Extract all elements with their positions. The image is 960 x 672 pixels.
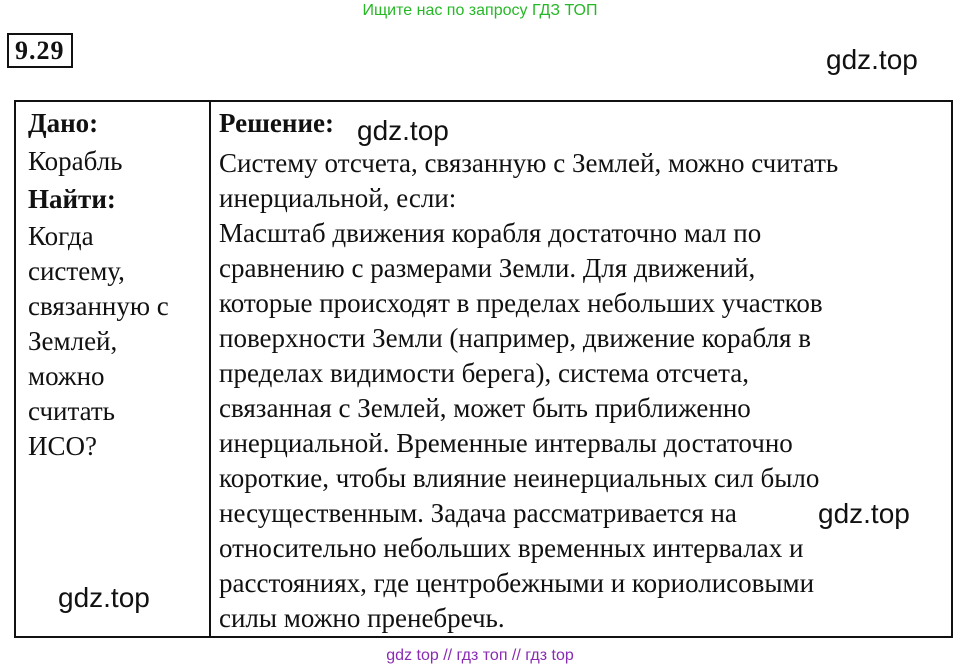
solution-line: инерциальной. Временные интервалы достаточно bbox=[219, 428, 793, 458]
task-table bbox=[14, 100, 953, 638]
given-value: Корабль bbox=[28, 146, 123, 176]
bottom-banner: gdz top // гдз топ // гдз top bbox=[386, 647, 574, 664]
solution-line: инерциальной, если: bbox=[219, 183, 457, 213]
solution-line: Систему отсчета, связанную с Землей, можно считать bbox=[219, 148, 839, 178]
solution-column bbox=[211, 102, 951, 636]
watermark: gdz.top bbox=[826, 44, 918, 75]
solution-line: Масштаб движения корабля достаточно мал по bbox=[219, 218, 762, 248]
watermark: gdz.top bbox=[357, 115, 449, 146]
find-line: систему, bbox=[28, 256, 125, 286]
solution-line: расстояниях, где центробежными и кориолисовыми bbox=[219, 568, 815, 598]
find-line: можно bbox=[28, 361, 105, 391]
solution-text bbox=[219, 146, 951, 636]
solution-line: силы можно пренебречь. bbox=[219, 603, 505, 633]
problem-number: 9.29 bbox=[7, 33, 73, 68]
watermark: gdz.top bbox=[818, 498, 910, 529]
find-line: считать bbox=[28, 396, 115, 426]
find-question bbox=[28, 219, 209, 464]
solution-line: пределах видимости берега), система отсчета, bbox=[219, 358, 750, 388]
solution-line: поверхности Земли (например, движение корабля в bbox=[219, 323, 811, 353]
find-line: Когда bbox=[28, 221, 94, 251]
solution-line: связанная с Землей, может быть приближенно bbox=[219, 393, 751, 423]
solution-line: сравнению с размерами Земли. Для движений, bbox=[219, 253, 756, 283]
find-heading: Найти: bbox=[28, 184, 116, 214]
solution-line: короткие, чтобы влияние неинерциальных сил было bbox=[219, 463, 820, 493]
solution-line: несущественным. Задача рассматривается на bbox=[219, 498, 737, 528]
top-banner: Ищите нас по запросу ГДЗ ТОП bbox=[362, 2, 598, 19]
solution-heading: Решение: bbox=[219, 108, 334, 138]
find-line: связанную с bbox=[28, 291, 169, 321]
watermark: gdz.top bbox=[58, 582, 150, 613]
find-line: ИСО? bbox=[28, 431, 97, 461]
solution-line: относительно небольших временных интервалах и bbox=[219, 533, 804, 563]
solution-line: которые происходят в пределах небольших участков bbox=[219, 288, 823, 318]
given-heading: Дано: bbox=[28, 108, 99, 138]
given-column bbox=[16, 102, 211, 636]
find-line: Землей, bbox=[28, 326, 118, 356]
